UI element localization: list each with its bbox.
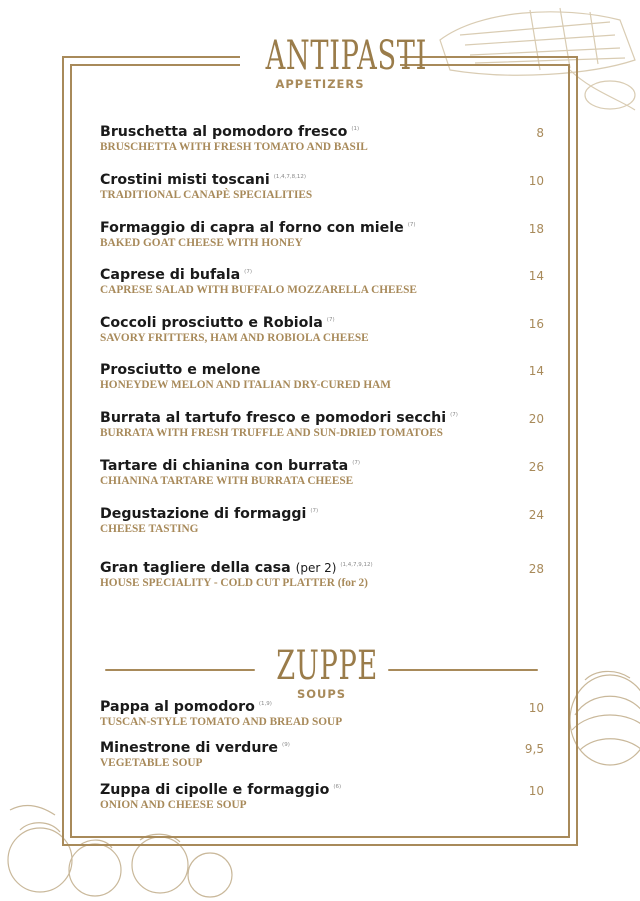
menu-item-name-text: Caprese di bufala — [100, 267, 241, 283]
menu-item-name-text: Bruschetta al pomodoro fresco — [100, 124, 348, 140]
allergen-note: (7) — [244, 269, 252, 275]
menu-item-price: 18 — [528, 222, 544, 236]
zuppe-rule-right — [388, 669, 538, 671]
allergen-note: (1,9) — [258, 701, 272, 707]
antipasti-subtitle: APPETIZERS — [275, 77, 365, 91]
zuppe-rule-left — [105, 669, 255, 671]
menu-item-price: 16 — [528, 317, 544, 331]
menu-item — [100, 699, 546, 728]
menu-item-price: 10 — [528, 701, 544, 715]
menu-item-price: 8 — [536, 126, 544, 140]
allergen-note: (1) — [351, 126, 360, 132]
menu-item-price: 10 — [528, 174, 544, 188]
menu-item — [100, 740, 546, 769]
menu-item-name-text: Minestrone di verdure — [100, 740, 279, 756]
menu-item-price: 14 — [528, 269, 544, 283]
menu-item-name-text: Pappa al pomodoro — [100, 699, 255, 715]
menu-item-description: CHEESE TASTING — [100, 523, 199, 535]
menu-item-name — [100, 506, 546, 522]
menu-item — [100, 124, 546, 153]
menu-item-description: BURRATA WITH FRESH TRUFFLE AND SUN-DRIED TOMATOES — [100, 427, 443, 439]
menu-item-price: 26 — [528, 460, 544, 474]
menu-item — [100, 362, 546, 391]
menu-item-name — [100, 782, 546, 798]
menu-item-description: HONEYDEW MELON AND ITALIAN DRY-CURED HAM — [100, 379, 391, 391]
menu-item-name-text: Crostini misti toscani — [100, 172, 270, 188]
menu-item-name — [100, 458, 546, 474]
allergen-note: (1,4,7,8,12) — [273, 174, 307, 180]
menu-item-description: ONION AND CHEESE SOUP — [100, 799, 247, 811]
menu-item-description: SAVORY FRITTERS, HAM AND ROBIOLA CHEESE — [100, 332, 369, 344]
menu-item-description: CHIANINA TARTARE WITH BURRATA CHEESE — [100, 475, 354, 487]
menu-item-price: 20 — [528, 412, 544, 426]
menu-item-description: TUSCAN-STYLE TOMATO AND BREAD SOUP — [100, 716, 343, 728]
menu-item-name — [100, 172, 546, 188]
menu-item-description: BAKED GOAT CHEESE WITH HONEY — [100, 237, 303, 249]
menu-item-name-text: Tartare di chianina con burrata — [100, 458, 349, 474]
menu-item-description: HOUSE SPECIALITY - COLD CUT PLATTER (for 2) — [100, 577, 368, 589]
allergen-note: (7) — [310, 508, 319, 514]
menu-item — [100, 560, 546, 589]
allergen-note: (7) — [352, 460, 360, 466]
menu-item-name — [100, 315, 546, 331]
menu-item-name-text: Prosciutto e melone — [100, 362, 261, 378]
menu-item-name-text: Zuppa di cipolle e formaggio — [100, 782, 330, 798]
menu-item-price: 28 — [528, 562, 544, 576]
menu-item-name-text: Formaggio di capra al forno con miele — [100, 220, 404, 236]
allergen-note: (6) — [333, 784, 342, 790]
menu-item-price: 9,5 — [524, 742, 544, 756]
allergen-note: (1,4,7,9,12) — [340, 562, 373, 568]
zuppe-title: ZUPPE — [276, 643, 378, 689]
menu-item-name-text: Coccoli prosciutto e Robiola — [100, 315, 323, 331]
menu-item-name-text: Burrata al tartufo fresco e pomodori secchi — [100, 410, 447, 426]
menu-item — [100, 172, 546, 201]
menu-item-name-text: Gran tagliere della casa — [100, 560, 291, 576]
menu-item-name — [100, 410, 546, 426]
menu-item — [100, 315, 546, 344]
menu-item — [100, 267, 546, 296]
menu-item-description: VEGETABLE SOUP — [100, 757, 203, 769]
menu-item — [100, 506, 546, 535]
menu-item-name — [100, 362, 546, 378]
menu-item-description: CAPRESE SALAD WITH BUFFALO MOZZARELLA CHEESE — [100, 284, 417, 296]
menu-item — [100, 458, 546, 487]
menu-item-name — [100, 699, 546, 715]
antipasti-title: ANTIPASTI — [265, 33, 428, 79]
menu-item-price: 10 — [528, 784, 544, 798]
menu-item — [100, 782, 546, 811]
menu-item-price: 24 — [528, 508, 544, 522]
menu-item-description: BRUSCHETTA WITH FRESH TOMATO AND BASIL — [100, 141, 368, 153]
menu-item-name — [100, 267, 546, 283]
menu-item-name-text: Degustazione di formaggi — [100, 506, 307, 522]
menu-item — [100, 410, 546, 439]
menu-item-description: TRADITIONAL CANAPÈ SPECIALITIES — [100, 189, 313, 201]
menu-item-name — [100, 124, 546, 140]
menu-item-name — [100, 560, 546, 576]
menu-item — [100, 220, 546, 249]
zuppe-header — [255, 643, 388, 701]
allergen-note: (7) — [450, 412, 458, 418]
menu-item-serving-note: (per 2) — [295, 561, 337, 575]
zuppe-subtitle: SOUPS — [296, 687, 347, 701]
menu-item-name — [100, 740, 546, 756]
allergen-note: (7) — [326, 317, 335, 323]
allergen-note: (7) — [407, 222, 416, 228]
menu-item-price: 14 — [528, 364, 544, 378]
menu-item-name — [100, 220, 546, 236]
allergen-note: (9) — [282, 742, 290, 748]
antipasti-header — [240, 33, 428, 98]
